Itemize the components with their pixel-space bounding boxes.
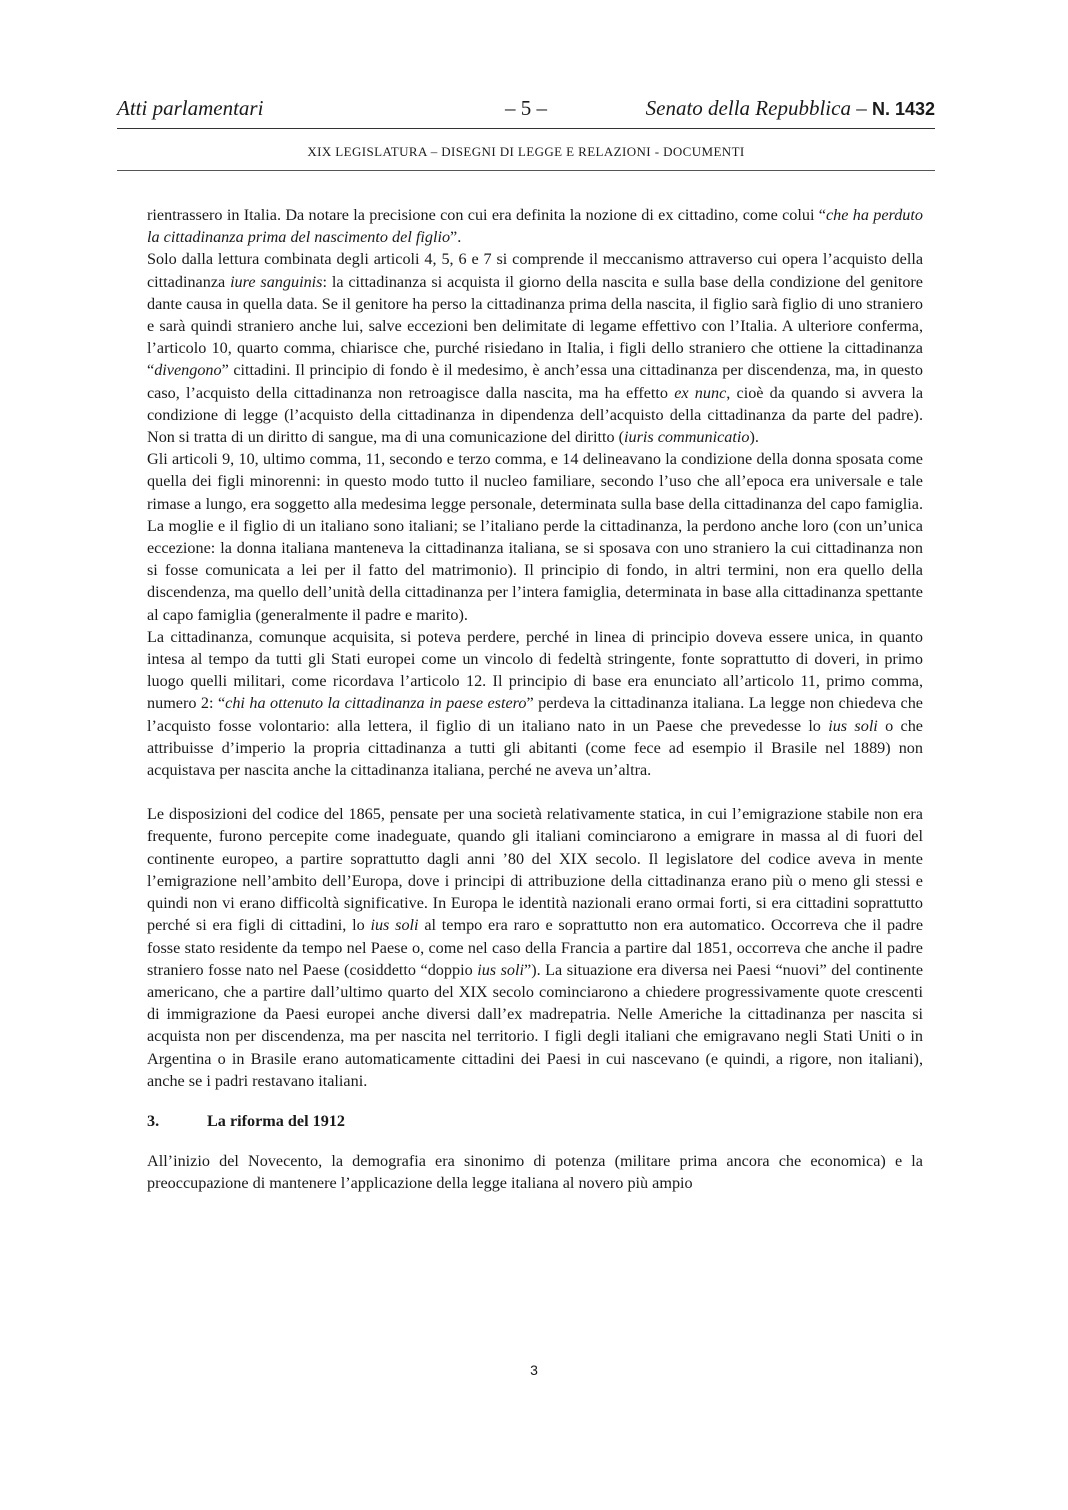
header-institution: Senato della Repubblica – <box>645 96 867 120</box>
italic-phrase: che ha perduto la cittadinanza prima del nascimento del figlio <box>147 206 923 247</box>
italic-phrase: divengono <box>154 361 222 380</box>
header-subtitle: XIX LEGISLATURA – DISEGNI DI LEGGE E RELAZIONI - DOCUMENTI <box>307 144 745 159</box>
header-page-marker: – 5 – <box>505 96 547 120</box>
italic-phrase: ex nunc <box>674 383 727 402</box>
document-body <box>147 204 923 1195</box>
section-title: La riforma del 1912 <box>207 1111 346 1130</box>
body-paragraph: Le disposizioni del codice del 1865, pensate per una società relativamente statica, in cui l’emigrazione stabile non era frequente, furono percepite come inadeguate, quando gli italiani cominciarono a emigrare in massa al di fuori del continente europeo, a partire soprattutto dagli anni ’80 del XIX secolo. Il legislatore del codice aveva in mente l’emigrazione nell’ambito dell’Europa, dove i principi di attribuzione della cittadinanza erano più o meno gli stessi e quindi non vi erano difficoltà significative. In Europa le identità nazionali erano ormai forti, si era cittadini soprattutto perché si era figli di cittadini, lo ius soli al tempo era raro e soprattutto non era automatico. Occorreva che il padre fosse stato residente da tempo nel Paese o, come nel caso della Francia a partire dal 1851, occorreva che anche il padre straniero fosse nato nel Paese (cosiddetto “doppio ius soli”). La situazione era diversa nei Paesi “nuovi” del continente americano, che a partire dall’ultimo quarto del XIX secolo cominciarono a chiedere progressivamente quote crescenti di immigrazione da Paesi europei anche diversi dall’ex madrepatria. Nelle Americhe la cittadinanza per nascita si acquista non per discendenza, ma per nascita nel territorio. I figli degli italiani che emigravano negli Stati Uniti o in Argentina o in Brasile erano automaticamente cittadini dei Paesi in cui nascevano (e quindi, a rigore, non italiani), anche se i padri restavano italiani. <box>147 805 924 1090</box>
italic-phrase: ius soli <box>370 916 419 935</box>
header-rule <box>117 128 935 129</box>
header-publication: Atti parlamentari <box>117 96 264 120</box>
body-paragraph: La cittadinanza, comunque acquisita, si poteva perdere, perché in linea di principio doveva essere unica, in quanto intesa al tempo da tutti gli Stati europei come un vincolo di fedeltà stringente, fonte soprattutto di doveri, in primo luogo quelli militari, come ricordava l’articolo 12. Il principio di base era enunciato all’articolo 11, primo comma, numero 2: “chi ha ottenuto la cittadinanza in paese estero” perdeva la cittadinanza italiana. La legge non chiedeva che l’acquisto fosse volontario: alla lettera, il figlio di un italiano nato in un Paese che prevedesse lo ius soli o che attribuisse d’imperio la propria cittadinanza a tutti gli abitanti (come fece ad esempio il Brasile nel 1889) non acquistava per nascita anche la cittadinanza italiana, perché ne aveva un’altra. <box>147 627 923 780</box>
italic-phrase: ius soli <box>828 716 878 735</box>
header-document-id <box>646 96 935 121</box>
italic-phrase: iuris communicatio <box>623 428 750 447</box>
page-number: 3 <box>530 1362 538 1378</box>
section-number: 3. <box>147 1111 160 1130</box>
italic-phrase: ius soli <box>477 960 525 979</box>
header-bill-number: N. 1432 <box>871 99 935 119</box>
body-paragraph: Solo dalla lettura combinata degli articoli 4, 5, 6 e 7 si comprende il meccanismo attraverso cui opera l’acquisto della cittadinanza iure sanguinis: la cittadinanza si acquista il giorno della nascita e sulla base della condizione del genitore dante causa in quella data. Se il genitore ha perso la cittadinanza prima della nascita, il figlio sarà figlio di uno straniero e sarà quindi straniero anche lui, salve eccezioni ben delimitate di legame effettivo con l’Italia. A ulteriore conferma, l’articolo 10, quarto comma, chiarisce che, purché risiedano in Italia, i figli dello straniero che ottiene la cittadinanza “divengono” cittadini. Il principio di fondo è il medesimo, è anch’essa una cittadinanza per discendenza, ma, in questo caso, l’acquisto della cittadinanza non retroagisce dalla nascita, ma ha effetto ex nunc, cioè da quando si avvera la condizione di legge (l’acquisto della cittadinanza in dipendenza dell’acquisto della cittadinanza da parte del padre). Non si tratta di un diritto di sangue, ma di una comunicazione del diritto (iuris communicatio). <box>147 250 924 447</box>
body-paragraph: Gli articoli 9, 10, ultimo comma, 11, secondo e terzo comma, e 14 delineavano la condizione della donna sposata come quella dei figli minorenni: in questo modo tutto il nucleo familiare, secondo l’uso che all’epoca era universale e tale rimase a lungo, era soggetto alla medesima legge personale, determinata sulla base della cittadinanza del capo famiglia. La moglie e il figlio di un italiano sono italiani; se l’italiano perde la cittadinanza, la perdono anche loro (con un’unica eccezione: la donna italiana manteneva la cittadinanza italiana, se si sposava con uno straniero la cui cittadinanza non si fosse comunicata a lei per il fatto del matrimonio). Il principio di fondo, in altri termini, non era quello della discendenza, ma quello dell’unità della cittadinanza per l’intera famiglia, determinata in base alla cittadinanza spettante al capo famiglia (generalmente il padre e marito). <box>147 450 923 624</box>
subtitle-rule <box>117 170 935 171</box>
italic-phrase: chi ha ottenuto la cittadinanza in paese estero <box>225 694 527 713</box>
body-paragraph: All’inizio del Novecento, la demografia era sinonimo di potenza (militare prima ancora che economica) e la preoccupazione di mantenere l’applicazione della legge italiana al novero più ampio <box>147 1152 923 1193</box>
page-header <box>117 96 935 128</box>
body-paragraph: rientrassero in Italia. Da notare la precisione con cui era definita la nozione di ex cittadino, come colui “che ha perduto la cittadinanza prima del nascimento del figlio”. <box>147 206 923 247</box>
section-heading <box>147 1110 923 1132</box>
italic-phrase: iure sanguinis <box>230 272 323 291</box>
